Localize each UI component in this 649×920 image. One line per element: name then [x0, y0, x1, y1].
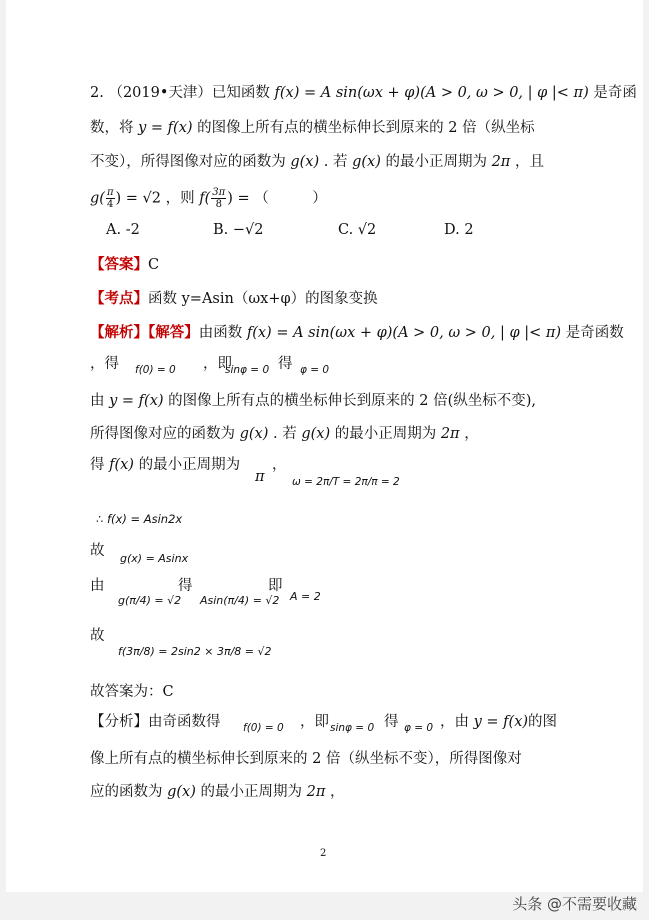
point-label: 【考点】 [90, 290, 148, 307]
page-number: 2 [320, 848, 327, 859]
point-value: 函数 y=Asin（ωx+φ）的图象变换 [148, 291, 378, 307]
fenxi-line-2: 像上所有点的横坐标伸长到原来的 2 倍（纵坐标不变），所得图像对 [90, 751, 522, 767]
gx-equation: g(x) = Asinx [120, 552, 189, 565]
question-line-4: g( $\frac{\pi}{4}$ ) = √2 ，则 f( $\frac{3\pi}{8}$ ) = （ ） [90, 187, 327, 210]
option-c: C. √2 [338, 222, 377, 238]
fx-equation: ∴ f(x) = Asin2x [96, 512, 183, 526]
question-number: 2. （2019•天津）已知函数 [90, 85, 270, 101]
omega-equation: ω = 2π/T = 2π/π = 2 [292, 476, 400, 488]
analysis-line-3: 由 y = f(x) 的图像上所有点的横坐标伸长到原来的 2 倍(纵坐标不变), [90, 393, 537, 409]
question-line-1: 2. （2019•天津）已知函数 f(x) = A sin(ωx + φ)(A > 0, ω > 0, | φ |< π) 是奇函 [90, 85, 637, 101]
analysis-line-4: 所得图像对应的函数为 g(x) . 若 g(x) 的最小正周期为 2π ， [90, 426, 479, 442]
fraction-3pi-8: $\frac{3\pi}{8}$ [212, 187, 226, 210]
f-3pi-8-equation: f(3π/8) = 2sin2 × 3π/8 = √2 [118, 645, 272, 658]
point-line [90, 290, 378, 308]
answer-label: 【答案】 [90, 256, 148, 273]
question-line-3: 不变），所得图像对应的函数为 g(x) . 若 g(x) 的最小正周期为 2π ，且 [90, 154, 544, 170]
option-d: D. 2 [444, 222, 474, 238]
function-expression: f(x) = A sin(ωx + φ)(A > 0, ω > 0, | φ |< π) [274, 85, 589, 101]
fenxi-line-3: 应的函数为 g(x) 的最小正周期为 2π ， [90, 784, 345, 800]
analysis-line-2: ，得 [90, 356, 119, 372]
fraction-pi-4: $\frac{\pi}{4}$ [106, 187, 114, 210]
question-line-2: 数，将 y = f(x) 的图像上所有点的横坐标伸长到原来的 2 倍（纵坐标 [90, 120, 535, 136]
watermark: 头条 @不需要收藏 [512, 895, 637, 913]
answer-line [90, 256, 159, 274]
fenxi-line-1: 【分析】由奇函数得 [90, 714, 221, 730]
solution-label: 【解答】 [148, 324, 199, 341]
analysis-line-1: 【解析】【解答】由函数 f(x) = A sin(ωx + φ)(A > 0, ω > 0, | φ |< π) 是奇函数 [90, 324, 624, 341]
option-b: B. −√2 [213, 222, 264, 238]
fenxi-label: 【分析】 [90, 714, 148, 730]
option-a: A. -2 [106, 222, 140, 238]
analysis-label: 【解析】 [90, 324, 148, 341]
answer-summary: 故答案为：C [90, 684, 174, 700]
answer-value: C [148, 257, 160, 273]
analysis-line-5: 得 f(x) 的最小正周期为 [90, 457, 241, 473]
